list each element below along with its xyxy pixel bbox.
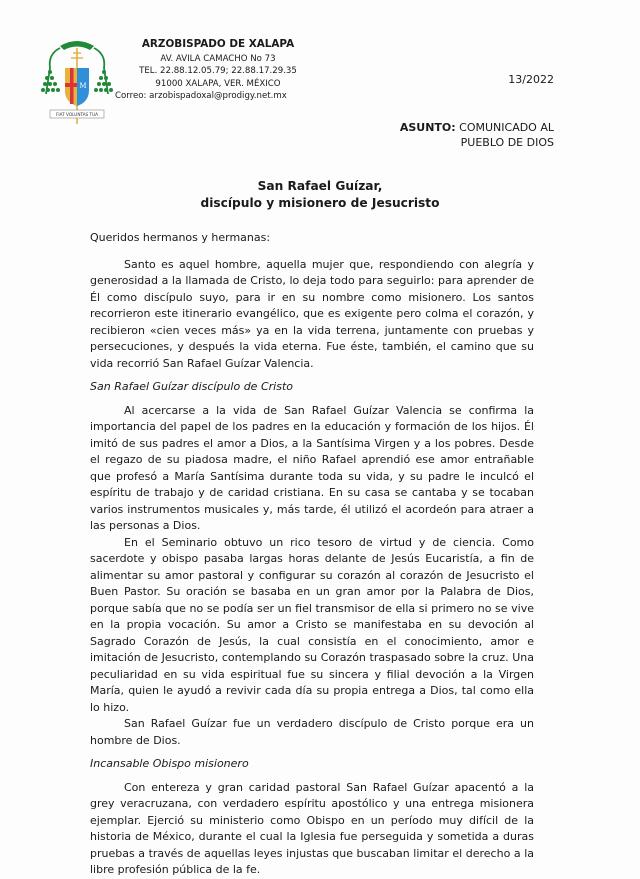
title-line-1: San Rafael Guízar, (257, 179, 383, 193)
paragraph: En el Seminario obtuvo un rico tesoro de virtud y de ciencia. Como sacerdote y obispo pasaba largas horas delante de Jesús Eucaristía, a fin de alimentar su amor pastoral y configurar su corazón al corazón de Jesucristo el Buen Pastor. Su oración se basaba en un gran amor por la Palabra de Dios, porque sabía que no se podía ser un fiel transmisor de ella si primero no se vive en la propia vocación. Su amor a Cristo se manifestaba en su devoción al Sagrado Corazón de Jesús, la cual consistía en el conocimiento, amor e imitación de Jesucristo, contemplando su Corazón traspasado sobre la cruz. Una peculiaridad en su vida espiritual fue su sincera y filial devoción a la Virgen María, quien le ayudó a revivir cada día su propia entrega a Dios, tal como ella lo hizo. (90, 535, 534, 714)
document-number: 13/2022 (508, 73, 554, 86)
subject-block (400, 120, 554, 150)
section-heading: San Rafael Guízar discípulo de Cristo (90, 380, 293, 393)
org-phone: TEL. 22.88.12.05.79; 22.88.17.29.35 (139, 66, 297, 77)
subject-line-1: COMUNICADO AL (459, 121, 554, 134)
org-email: Correo: arzobispadoxal@prodigy.net.mx (115, 91, 287, 102)
subject-line-2: PUEBLO DE DIOS (460, 136, 554, 149)
org-city: 91000 XALAPA, VER. MÉXICO (155, 78, 281, 89)
org-name: ARZOBISPADO DE XALAPA (141, 38, 295, 50)
greeting: Queridos hermanos y hermanas: (90, 231, 271, 244)
coat-of-arms-icon (38, 34, 116, 130)
paragraph: Santo es aquel hombre, aquella mujer que, respondiendo con alegría y generosidad a la llamada de Cristo, lo deja todo para seguirlo: para aprender de Él como discípulo suyo, para ir en su nombre como misionero. Los santos recorrieron este itinerario evangélico, que es exigente pero colma el corazón, y recibieron «cien veces más» ya en la vida terrena, juntamente con pruebas y persecuciones, y después la vida eterna. Fue éste, también, el camino que su vida recorrió San Rafael Guízar Valencia. (90, 257, 534, 370)
section-heading: Incansable Obispo misionero (90, 757, 249, 770)
paragraph: Al acercarse a la vida de San Rafael Guízar Valencia se confirma la importancia del papel de los padres en la educación y formación de los hijos. Él imitó de sus padres el amor a Dios, a la Santísima Virgen y a los pobres. Desde el regazo de su piadosa madre, el niño Rafael aprendió ese amor entrañable que profesó a María Santísima durante toda su vida, y su padre le inculcó el espíritu de trabajo y de caridad cristiana. En su casa se cantaba y se tocaban varios instrumentos musicales y, más tarde, él utilizó el acordeón para atraer a las personas a Dios. (90, 403, 534, 532)
document-title (0, 178, 640, 212)
paragraph: Con entereza y gran caridad pastoral San Rafael Guízar apacentó a la grey veracruzana, con verdadero espíritu apostólico y una entrega misionera ejemplar. Ejerció su ministerio como Obispo en un período muy difícil de la historia de México, durante el cual la Iglesia fue perseguida y sometida a duras pruebas a través de aquellas leyes injustas que buscaban limitar el derecho a la libre profesión pública de la fe. (90, 780, 534, 876)
svg-text:M: M (79, 82, 87, 90)
letterhead (115, 38, 318, 103)
title-line-2: discípulo y misionero de Jesucristo (200, 196, 440, 210)
document-body (90, 230, 534, 879)
org-address: AV. AVILA CAMACHO No 73 (160, 53, 276, 64)
svg-text:FIAT VOLUNTAS TUA: FIAT VOLUNTAS TUA (55, 112, 99, 117)
paragraph: San Rafael Guízar fue un verdadero discípulo de Cristo porque era un hombre de Dios. (90, 717, 534, 747)
subject-label: ASUNTO: (399, 121, 456, 134)
